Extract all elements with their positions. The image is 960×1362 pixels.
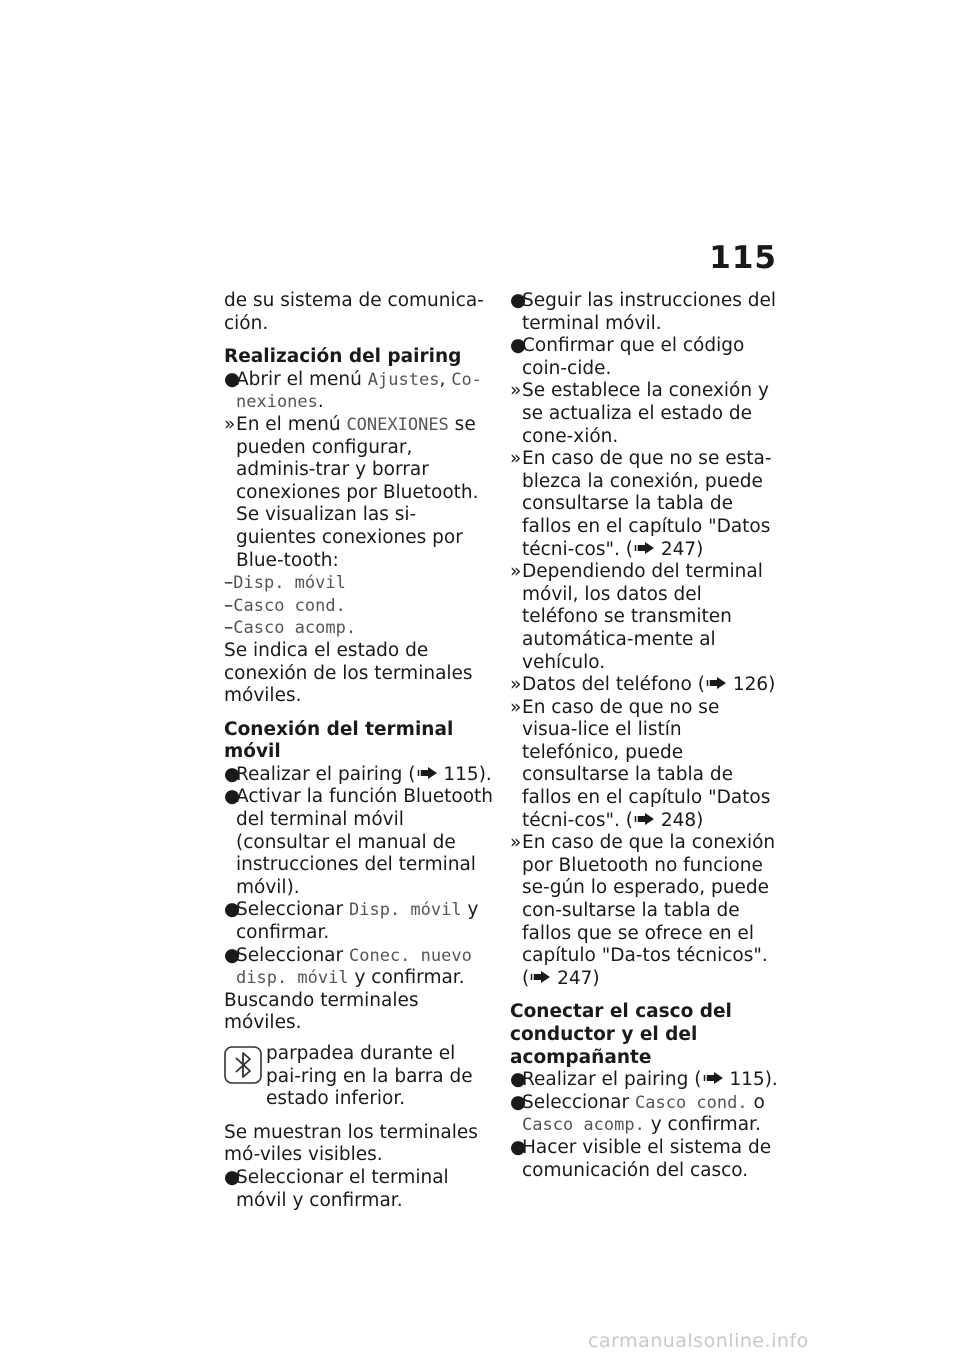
watermark: carmanualsonline.info	[588, 1330, 809, 1352]
left-column	[224, 290, 494, 1212]
heading-helmet: Conectar el casco del conductor y el del acompañante	[510, 1001, 732, 1068]
heading-connection: Conexión del terminal móvil	[224, 718, 454, 763]
dash-item: –Casco acomp.	[224, 617, 357, 639]
list-item: ● Seleccionar Casco cond. o Casco acomp. y confirmar.	[510, 1091, 765, 1136]
menu-code: Co-nexiones	[236, 369, 482, 413]
result-item: » Dependiendo del terminal móvil, los datos del teléfono se transmiten automática-mente al vehículo.	[510, 561, 763, 673]
result-item: » Se establece la conexión y se actualiza el estado de cone-xión.	[510, 380, 769, 447]
bluetooth-icon	[224, 1046, 262, 1084]
menu-code: Ajustes	[367, 369, 440, 390]
arrow-icon	[705, 677, 727, 689]
result-item: » En caso de que la conexión por Bluetooth no funcione se-gún lo esperado, puede con-sultarse la tabla de fallos que se ofrece en el capítulo "Da-tos técnicos". ( 247)	[510, 832, 776, 989]
page-ref[interactable]: 115	[729, 1069, 765, 1091]
arrow-icon	[529, 971, 551, 983]
menu-code: Conec. nuevo disp. móvil	[236, 945, 472, 989]
arrow-icon	[633, 542, 655, 554]
menu-code: Casco cond.	[635, 1092, 748, 1113]
searching-text: Buscando terminales móviles.	[224, 989, 419, 1034]
list-item: ● Seguir las instrucciones del terminal móvil.	[510, 290, 776, 334]
right-column	[510, 290, 778, 1182]
status-text: Se indica el estado de conexión de los terminales móviles.	[224, 639, 473, 707]
result-item: » Datos del teléfono ( 126)	[510, 674, 776, 696]
menu-code: Casco acomp.	[522, 1115, 645, 1136]
dash-item: –Disp. móvil	[224, 572, 346, 594]
list-item: ● Confirmar que el código coin-cide.	[510, 335, 745, 379]
arrow-icon	[416, 767, 438, 779]
list-item: ● Activar la función Bluetooth del terminal móvil (consultar el manual de instrucciones del terminal móvil).	[224, 786, 494, 898]
bullet-marker: ●	[224, 368, 241, 390]
result-item: » En el menú CONEXIONES se pueden configurar, adminis-trar y borrar conexiones por Bluetooth. Se visualizan las si-guientes conexiones por Blue-tooth:	[224, 413, 479, 571]
page-ref[interactable]: 115	[443, 763, 479, 785]
menu-code: CONEXIONES	[346, 414, 449, 435]
menu-code: Disp. móvil	[349, 900, 462, 921]
list-item: ● Seleccionar Conec. nuevo disp. móvil y confirmar.	[224, 944, 472, 989]
list-item: ● Realizar el pairing ( 115).	[510, 1069, 778, 1091]
result-item: » En caso de que no se esta-blezca la conexión, puede consultarse la tabla de fallos en el capítulo "Datos técni-cos". ( 247)	[510, 448, 772, 560]
bluetooth-note: parpadea durante el pai-ring en la barra de estado inferior.	[224, 1043, 494, 1111]
page-number: 115	[709, 240, 777, 276]
list-item: ● Abrir el menú Ajustes, Co-nexiones.	[224, 368, 482, 413]
result-item: » En caso de que no se visua-lice el listín telefónico, puede consultarse la tabla de fallos en el capítulo "Datos técni-cos". ( 248)	[510, 696, 771, 831]
result-marker: »	[224, 413, 236, 435]
page-ref[interactable]: 126	[732, 674, 769, 696]
page-ref[interactable]: 247	[660, 538, 697, 560]
dash-item: –Casco cond.	[224, 594, 346, 616]
arrow-icon	[702, 1072, 724, 1084]
page-ref[interactable]: 247	[557, 967, 593, 989]
heading-pairing: Realización del pairing	[224, 346, 462, 368]
list-item: ● Hacer visible el sistema de comunicación del casco.	[510, 1136, 772, 1181]
page-ref[interactable]: 248	[660, 809, 697, 831]
intro-text: de su sistema de comunica-ción.	[224, 290, 484, 334]
visible-devices-text: Se muestran los terminales mó-viles visibles.	[224, 1121, 478, 1166]
list-item: ● Seleccionar el terminal móvil y confirmar.	[224, 1166, 449, 1211]
list-item: ● Realizar el pairing ( 115).	[224, 763, 492, 785]
arrow-icon	[633, 813, 655, 825]
list-item: ● Seleccionar Disp. móvil y confirmar.	[224, 899, 479, 944]
